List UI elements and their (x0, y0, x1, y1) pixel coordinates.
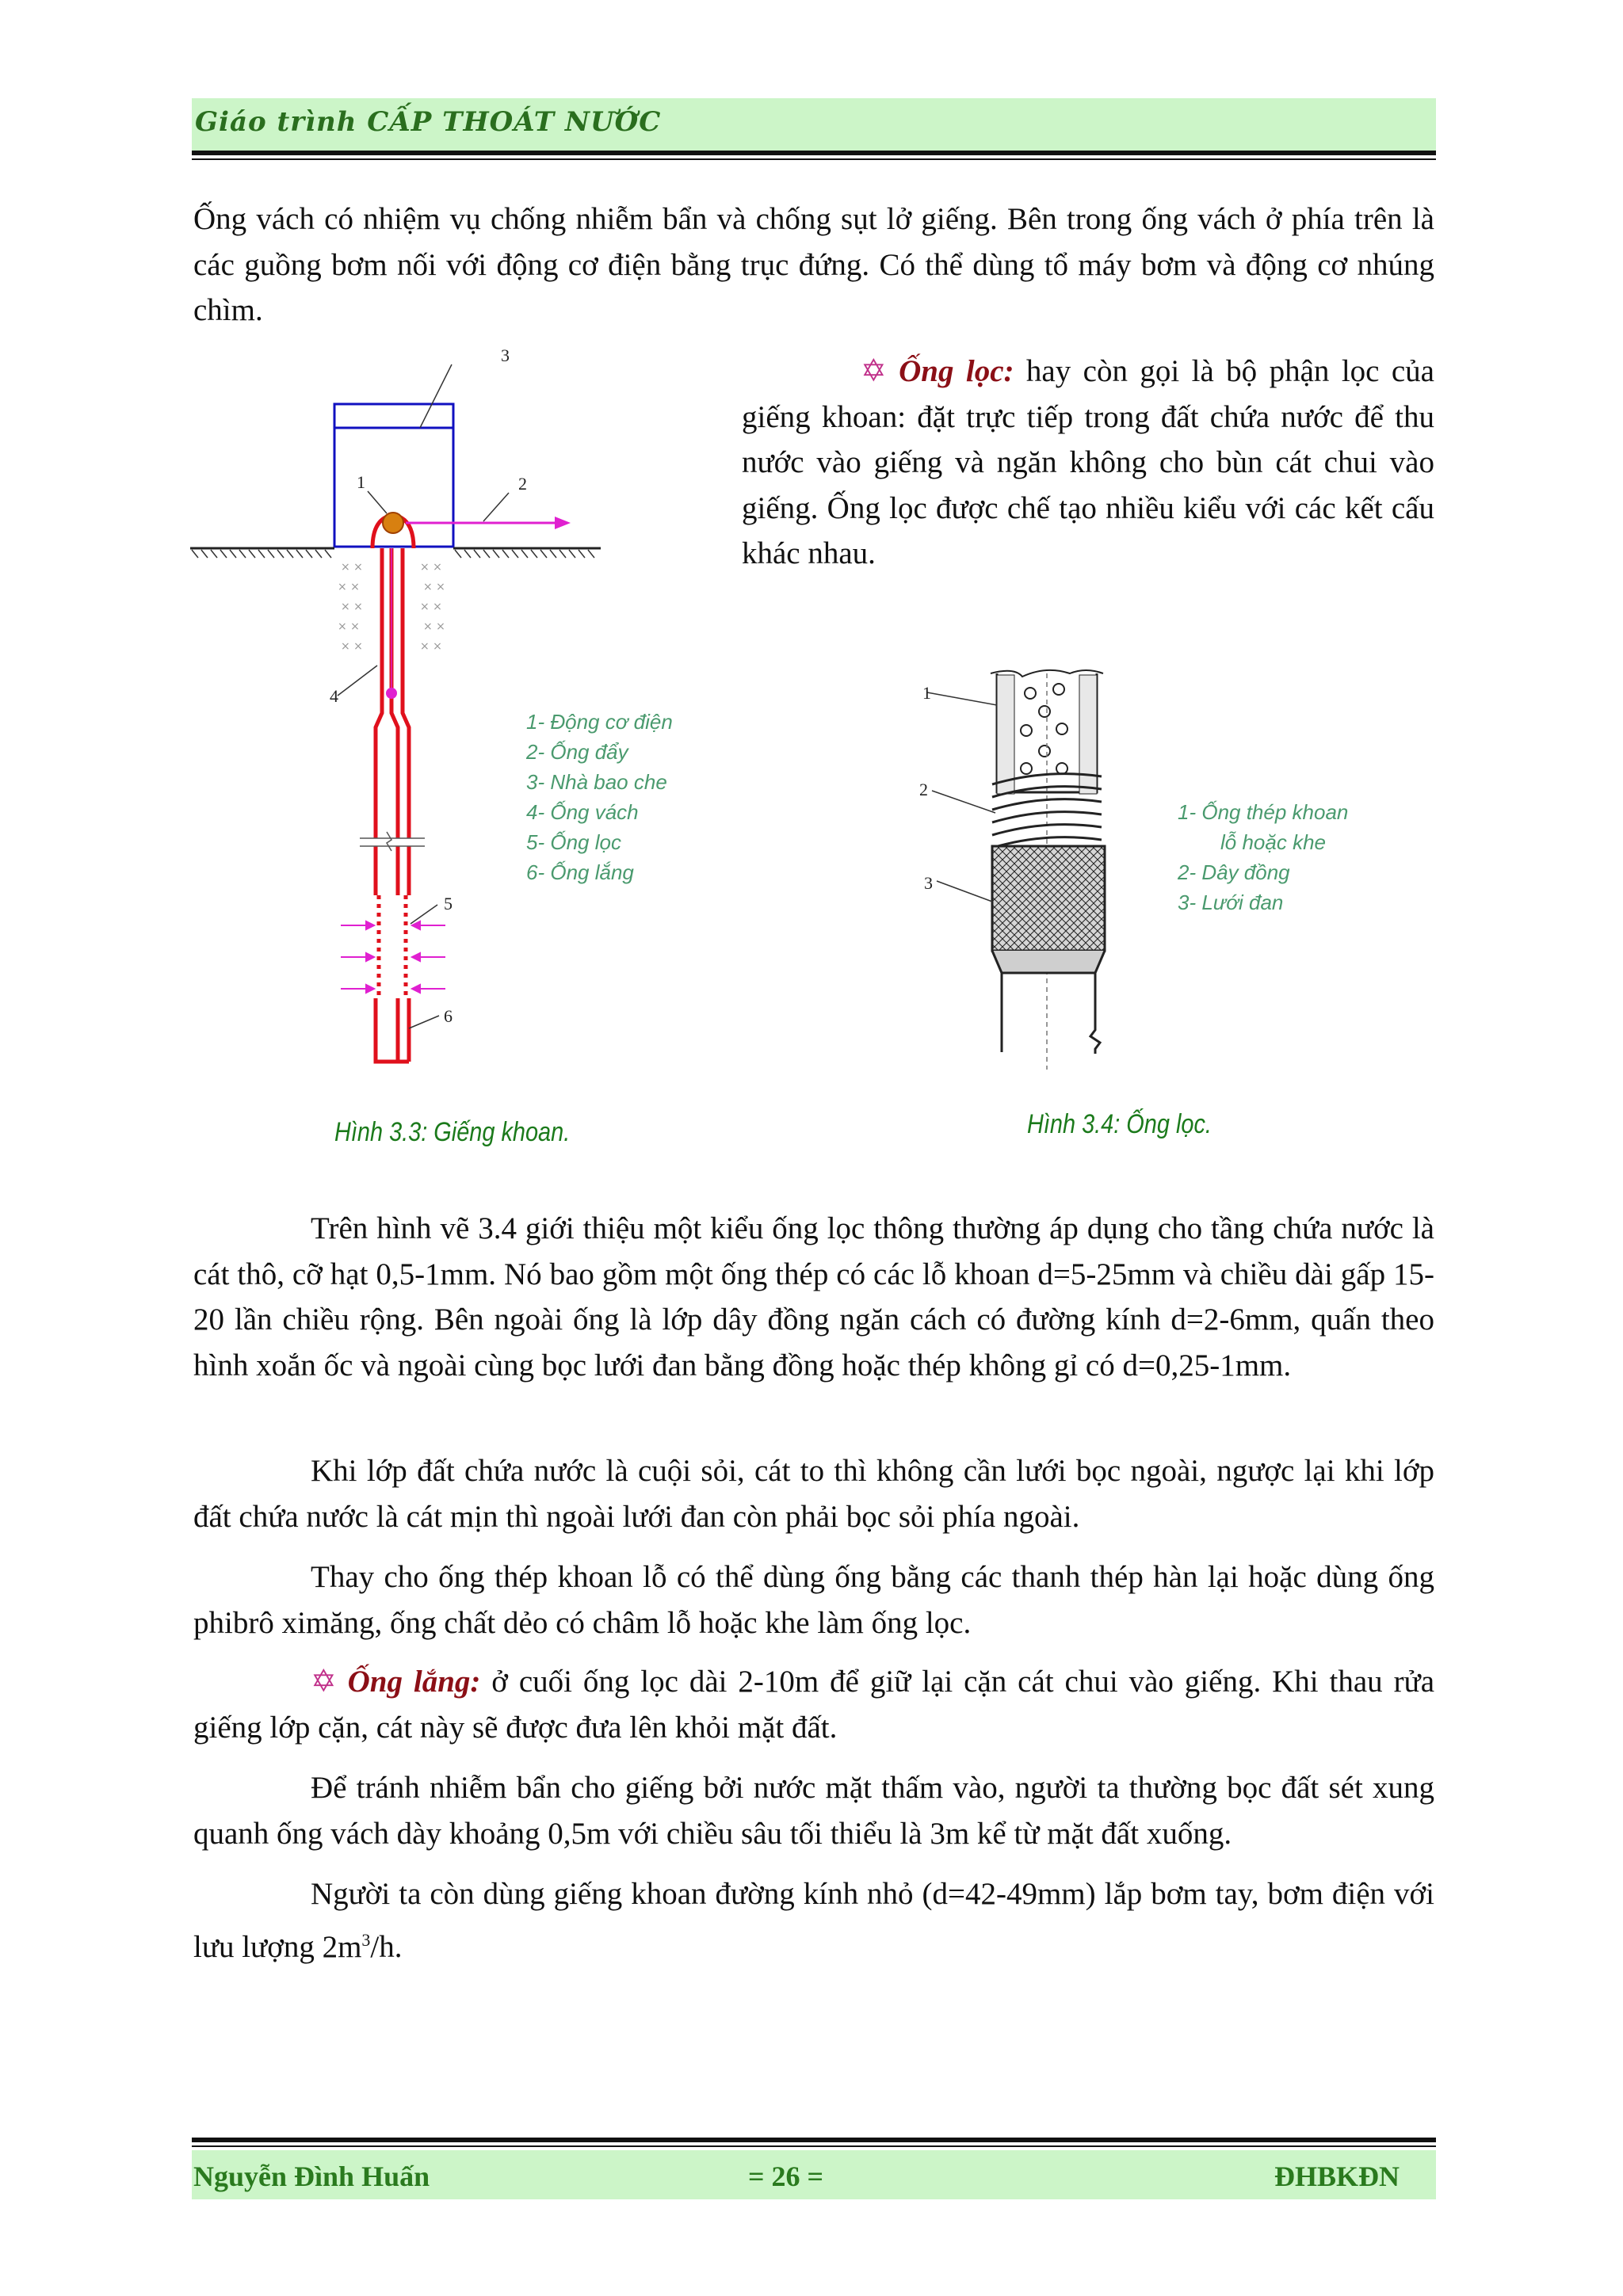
heading-ong-loc: Ống lọc: (899, 354, 1014, 388)
paragraph-cuoi-soi: Khi lớp đất chứa nước là cuội sỏi, cát to thì không cần lưới bọc ngoài, ngược lại khi lớp đất chứa nước là cát mịn thì ngoài lưới đan còn phải bọc sỏi phía ngoài. (193, 1454, 1434, 1534)
paragraph-nhiem-ban: Để tránh nhiễm bẩn cho giếng bởi nước mặt thấm vào, người ta thường bọc đất sét xung quanh ống vách dày khoảng 0,5m với chiều sâu tối thiểu là 3m kể từ mặt đất xuống. (193, 1771, 1434, 1851)
paragraph-gieng-nho: Người ta còn dùng giếng khoan đường kính nhỏ (d=42-49mm) lắp bơm tay, bơm điện với lưu lượng $2m^3/h$. (193, 1877, 1434, 1964)
figure-filter-pipe (903, 658, 1141, 1077)
legend-item: 2- Dây đồng (1178, 860, 1290, 884)
callout-6: 6 (444, 1006, 453, 1026)
footer-rule-thin (192, 2145, 1436, 2147)
ong-loc-body: hay còn gọi là bộ phận lọc của giếng khoan: đặt trực tiếp trong đất chứa nước để thu nước vào giếng và ngăn không cho bùn cát chui vào giếng. Ống lọc được chế tạo nhiều kiểu với các kết cấu khác nhau. (742, 354, 1434, 570)
page-header (192, 98, 1436, 151)
legend-item: 4- Ống vách (526, 800, 639, 824)
ong-lang-body: ở cuối ống lọc dài 2-10m để giữ lại cặn cát chui vào giếng. Khi thau rửa giếng lớp cặn, cát này sẽ được đưa lên khỏi mặt đất. (193, 1665, 1435, 1745)
motor-icon (383, 513, 403, 533)
paragraph-ong-lang (193, 1659, 1434, 1750)
svg-text:× ×: × × (423, 581, 445, 593)
svg-text:× ×: × × (420, 640, 442, 653)
callout-2: 2 (518, 474, 527, 494)
figure34-legend (1178, 797, 1348, 917)
figure34-caption: Hình 3.4: Ống lọc. (1027, 1109, 1212, 1139)
legend-item: 6- Ống lắng (526, 860, 634, 884)
callout-4: 4 (330, 686, 338, 706)
svg-text:× ×: × × (338, 581, 360, 593)
callout-3: 3 (924, 873, 933, 893)
svg-text:× ×: × × (341, 561, 363, 574)
legend-item: 1- Ống thép khoan (1178, 800, 1349, 824)
star-bullet-icon: ✡ (311, 1665, 337, 1699)
callout-2: 2 (919, 780, 928, 799)
mesh-wrap (992, 846, 1105, 951)
callout-3: 3 (501, 345, 510, 365)
star-bullet-icon: ✡ (861, 354, 887, 388)
svg-text:× ×: × × (423, 620, 445, 633)
heading-ong-lang: Ống lắng: (347, 1665, 481, 1699)
figure-well-diagram (182, 341, 626, 1070)
figure33-legend (526, 707, 673, 887)
figure33-caption: Hình 3.3: Giếng khoan. (334, 1117, 571, 1147)
page-footer (192, 2150, 1436, 2199)
legend-item: lỗ hoặc khe (1220, 830, 1326, 854)
page-number: = 26 = (748, 2161, 824, 2192)
footer-rule (192, 2138, 1436, 2142)
legend-item: 1- Động cơ điện (526, 710, 673, 734)
paragraph-fig34-description: Trên hình vẽ 3.4 giới thiệu một kiểu ống lọc thông thường áp dụng cho tầng chứa nước là cát thô, cỡ hạt 0,5-1mm. Nó bao gồm một ống thép có các lỗ khoan d=5-25mm và chiều dài gấp 15-20 lần chiều rộng. Bên ngoài ống là lớp dây đồng ngăn cách có đường kính d=2-6mm, quấn theo hình xoắn ốc và ngoài cùng bọc lưới đan bằng đồng hoặc thép không gỉ có d=0,25-1mm. (193, 1211, 1434, 1383)
footer-org: ĐHBKĐN (1274, 2161, 1400, 2192)
callout-1: 1 (922, 683, 931, 703)
header-rule (192, 151, 1436, 155)
svg-text:× ×: × × (338, 620, 360, 633)
legend-item: 2- Ống đẩy (526, 740, 628, 764)
svg-text:× ×: × × (341, 601, 363, 613)
legend-item: 3- Nhà bao che (526, 770, 667, 794)
callout-1: 1 (357, 472, 365, 492)
paragraph-ong-vach: Ống vách có nhiệm vụ chống nhiễm bẩn và chống sụt lở giếng. Bên trong ống vách ở phía trên là các guồng bơm nối với động cơ điện bằng trục đứng. Có thể dùng tổ máy bơm và động cơ nhúng chìm. (193, 202, 1434, 327)
callout-5: 5 (444, 894, 453, 913)
header-title: Giáo trình CẤP THOÁT NƯỚC (195, 106, 662, 138)
svg-text:× ×: × × (420, 601, 442, 613)
svg-text:× ×: × × (420, 561, 442, 574)
legend-item: 5- Ống lọc (526, 830, 621, 854)
svg-text:× ×: × × (341, 640, 363, 653)
paragraph-ong-loc (742, 349, 1434, 577)
legend-item: 3- Lưới đan (1178, 891, 1284, 914)
paragraph-thay-cho: Thay cho ống thép khoan lỗ có thể dùng ống bằng các thanh thép hàn lại hoặc dùng ống phibrô ximăng, ống chất dẻo có châm lỗ hoặc khe làm ống lọc. (193, 1560, 1434, 1640)
footer-author: Nguyễn Đình Huấn (193, 2161, 430, 2192)
header-rule-thin (192, 158, 1436, 160)
